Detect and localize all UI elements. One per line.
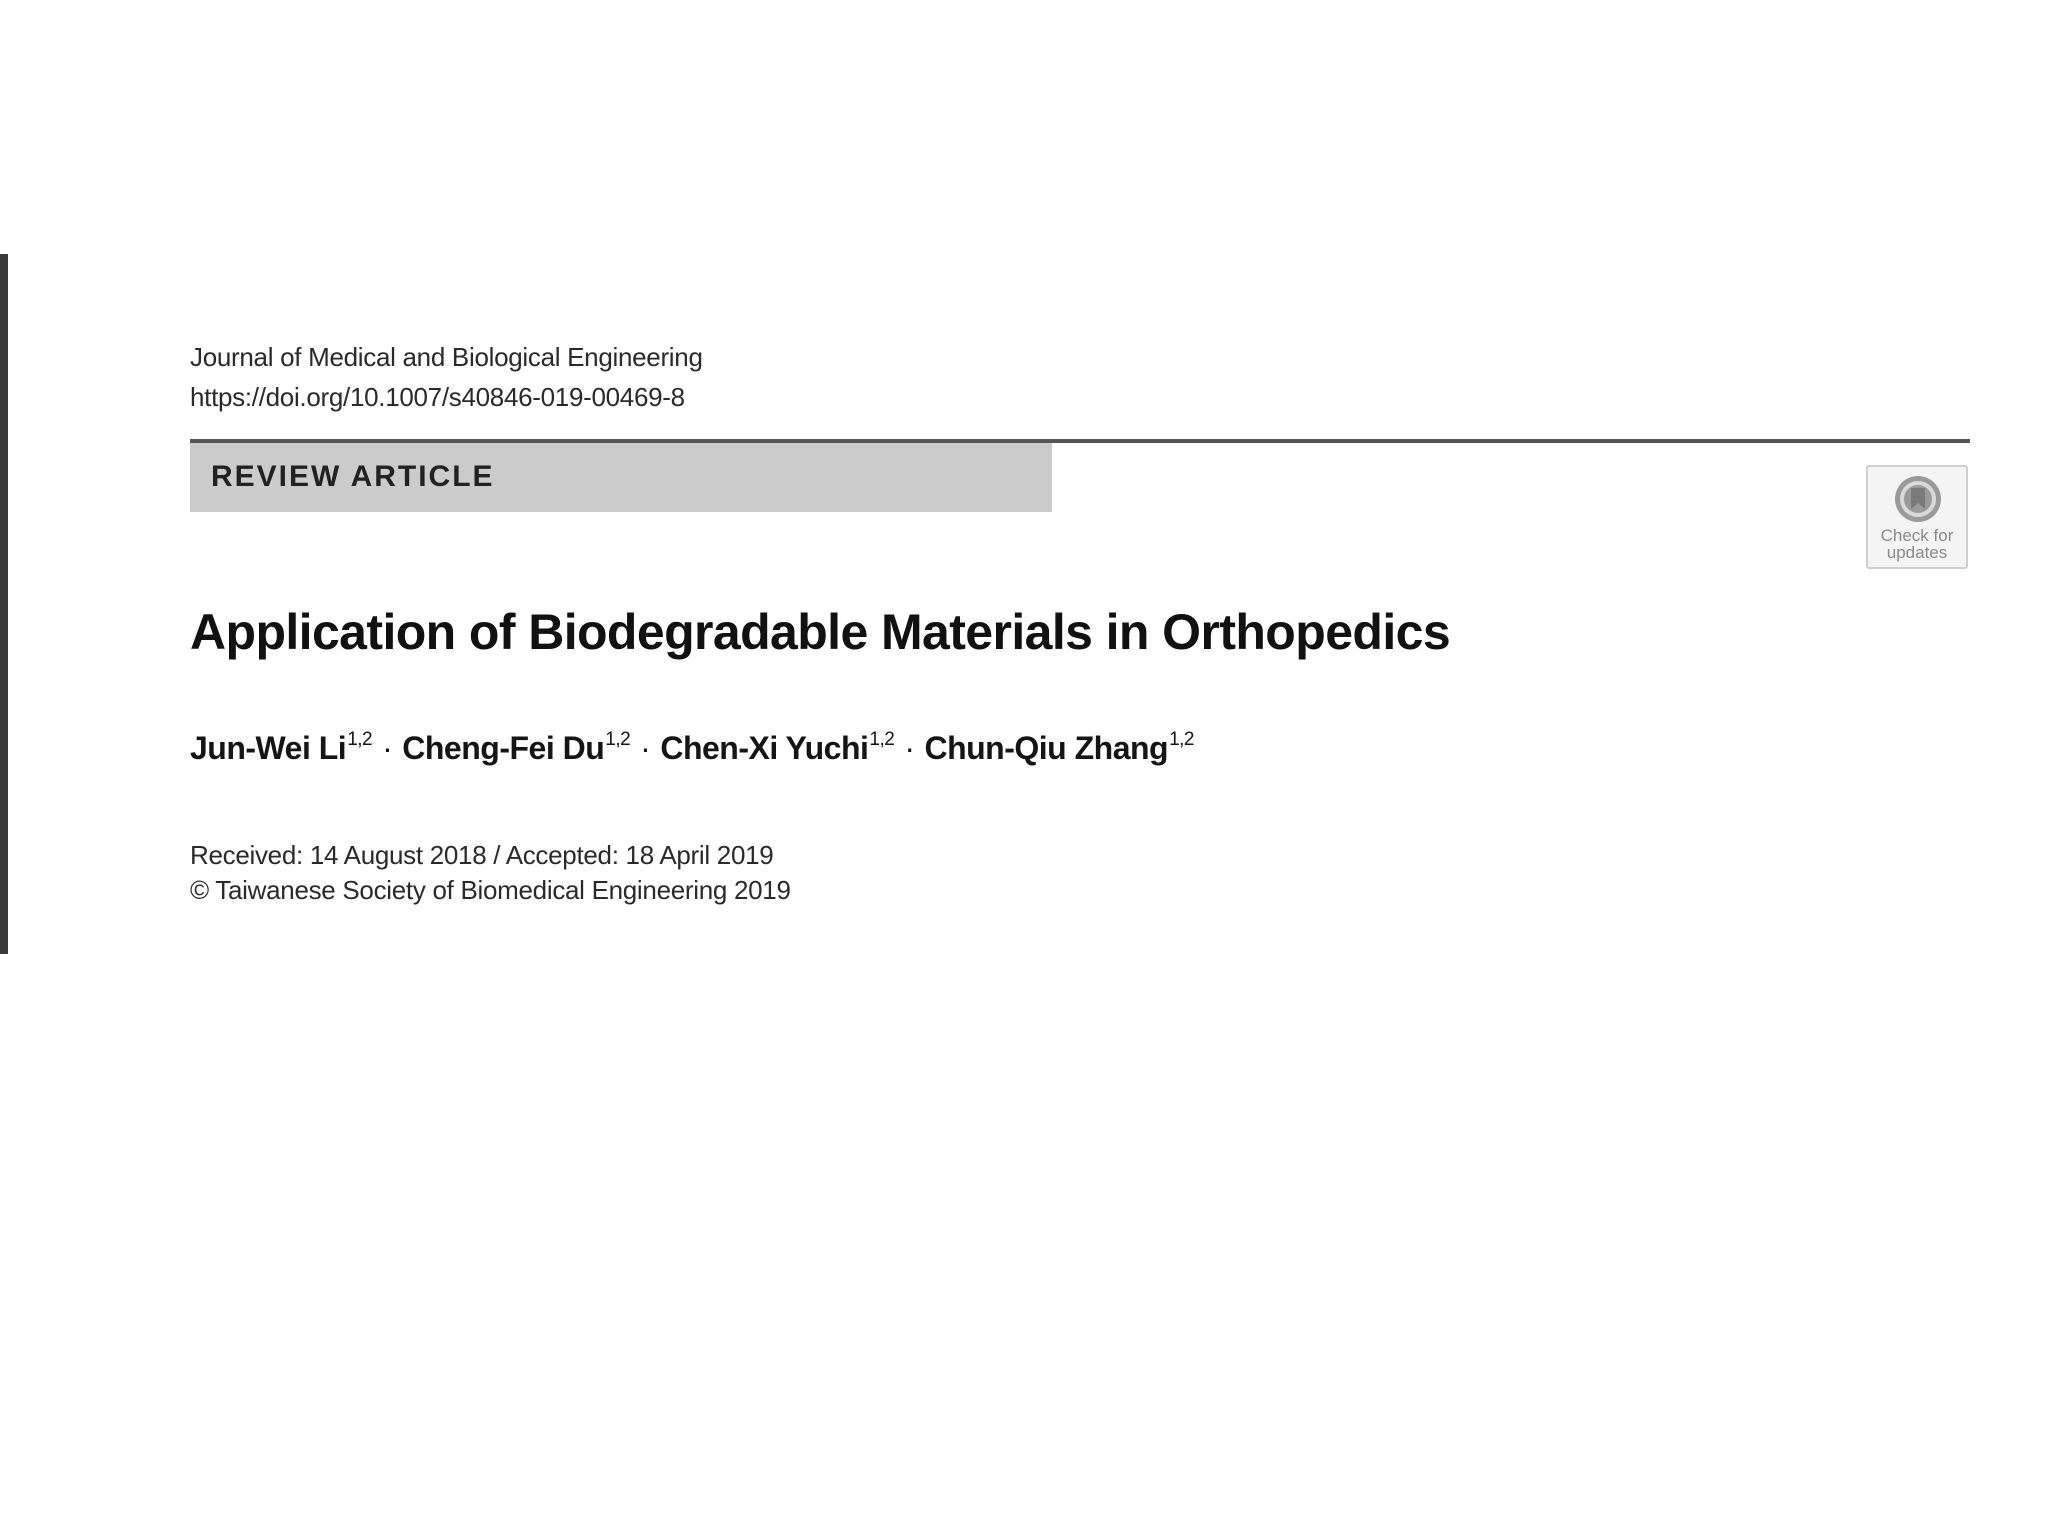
article-type-band [190, 443, 1052, 512]
doi-link[interactable]: https://doi.org/10.1007/s40846-019-00469-8 [190, 382, 685, 412]
author-affiliation[interactable]: 1,2 [869, 729, 895, 750]
check-for-updates-line1: Check for [1880, 526, 1954, 545]
author-name[interactable]: Chun-Qiu Zhang [924, 730, 1169, 766]
check-for-updates-button[interactable] [1866, 465, 1968, 569]
author-affiliation[interactable]: 1,2 [1169, 729, 1194, 750]
article-type-label: REVIEW ARTICLE [211, 460, 495, 493]
author-separator: · [640, 730, 651, 766]
copyright-notice: © Taiwanese Society of Biomedical Engineering 2019 [190, 875, 791, 905]
check-for-updates-label [1868, 527, 1966, 561]
author-separator: · [904, 730, 915, 766]
author-name[interactable]: Chen-Xi Yuchi [660, 730, 869, 766]
journal-name: Journal of Medical and Biological Engineering [190, 342, 703, 372]
article-title: Application of Biodegradable Materials in Orthopedics [190, 604, 1451, 660]
check-for-updates-icon [1892, 473, 1944, 525]
check-for-updates-line2: updates [1886, 543, 1948, 562]
author-list [190, 730, 1194, 767]
author-name[interactable]: Jun-Wei Li [190, 730, 347, 766]
author-separator: · [382, 730, 393, 766]
author-name[interactable]: Cheng-Fei Du [402, 730, 605, 766]
left-edge-bar [0, 254, 8, 954]
author-affiliation[interactable]: 1,2 [347, 729, 373, 750]
author-affiliation[interactable]: 1,2 [605, 729, 631, 750]
article-history: Received: 14 August 2018 / Accepted: 18 April 2019 [190, 840, 774, 870]
